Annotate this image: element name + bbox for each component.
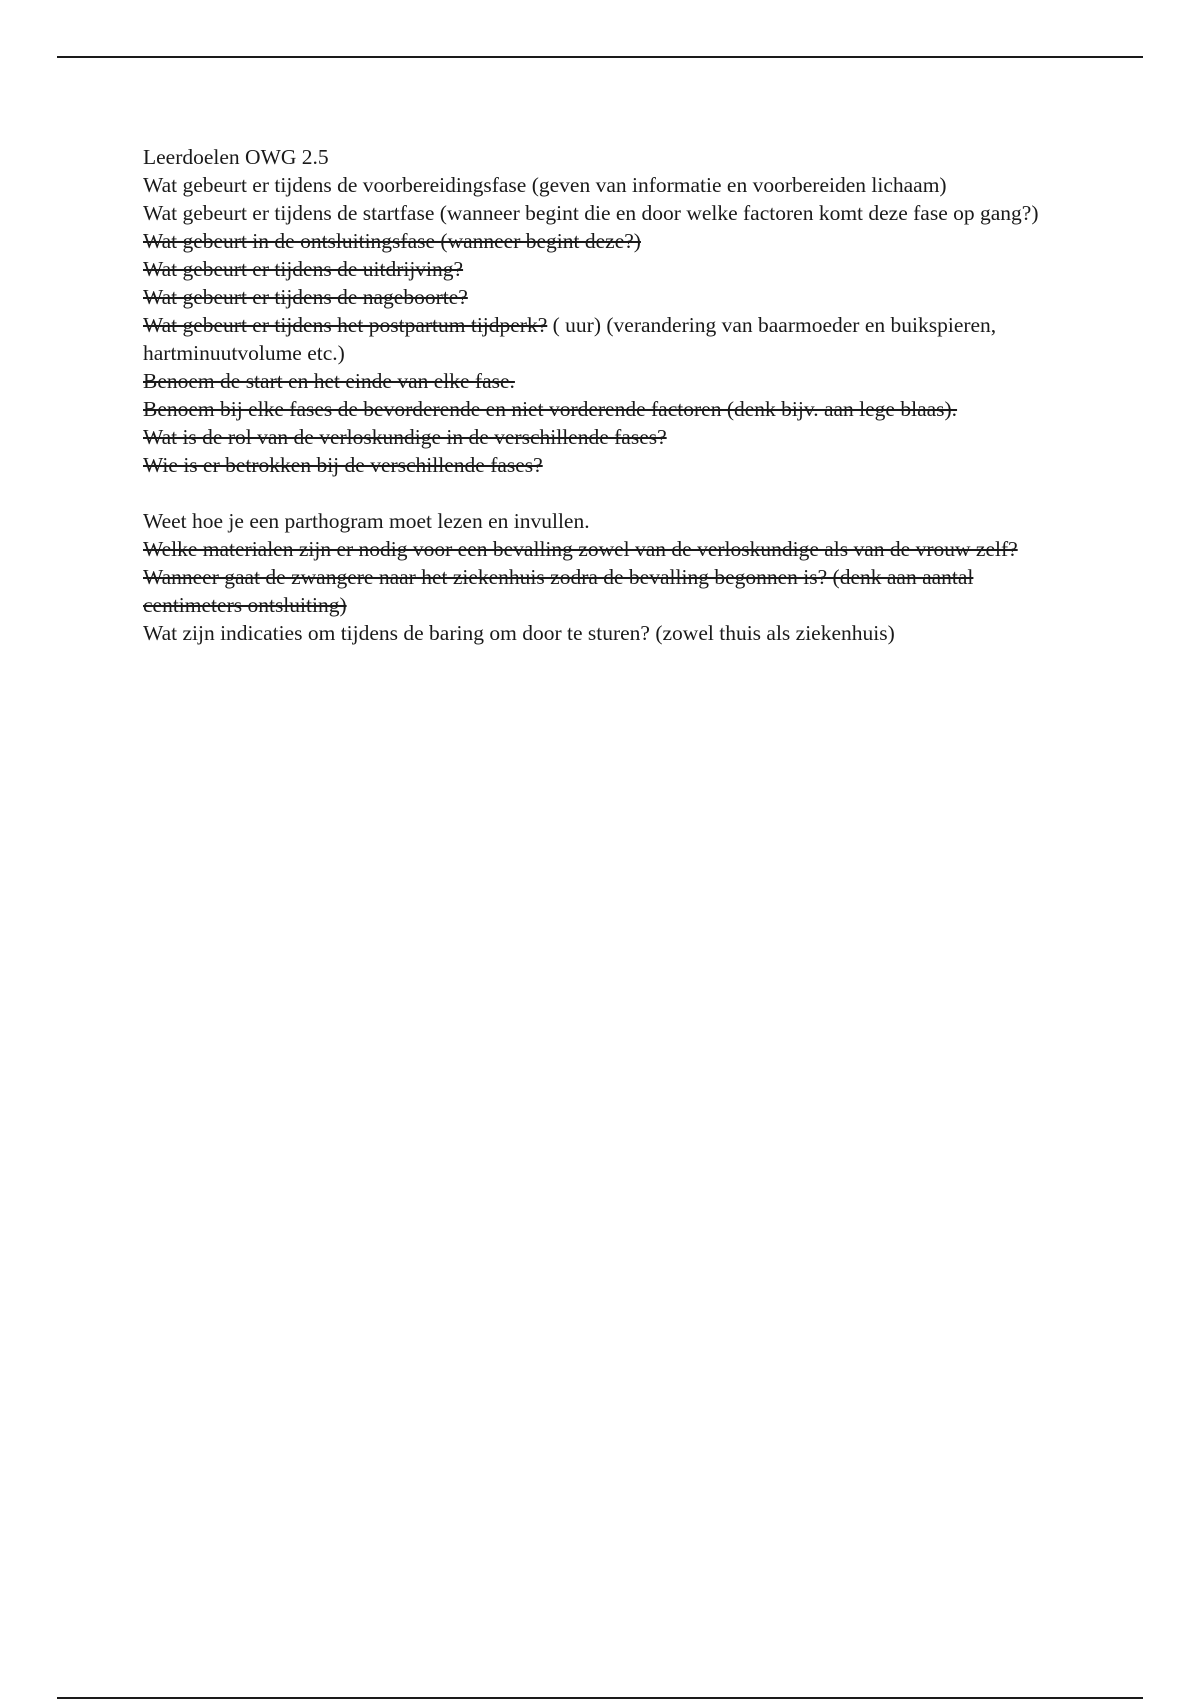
- objective-line-completed: Wie is er betrokken bij de verschillende fases?: [143, 453, 543, 477]
- blank-line: [143, 479, 1073, 507]
- objective-line: Wat zijn indicaties om tijdens de baring om door te sturen? (zowel thuis als ziekenhuis): [143, 621, 895, 645]
- objective-struck-part: Wat gebeurt er tijdens het postpartum tijdperk?: [143, 313, 548, 337]
- objective-line: Wat gebeurt er tijdens de startfase (wanneer begint die en door welke factoren komt deze fase op gang?): [143, 201, 1039, 225]
- page-top-rule: [57, 56, 1143, 58]
- document-body: [143, 143, 1073, 647]
- objective-line-completed: Benoem bij elke fases de bevorderende en niet vorderende factoren (denk bijv. aan lege blaas).: [143, 397, 958, 421]
- objective-line-partial: [143, 311, 1073, 367]
- objective-line-completed: Wat gebeurt er tijdens de nageboorte?: [143, 285, 468, 309]
- objective-line-completed: Wat gebeurt in de ontsluitingsfase (wanneer begint deze?): [143, 229, 641, 253]
- objective-remainder: ( uur) (verandering van baarmoeder en buikspieren, hartminuutvolume etc.): [143, 313, 997, 365]
- objective-line-completed: Welke materialen zijn er nodig voor een bevalling zowel van de verloskundige als van de vrouw zelf?: [143, 537, 1018, 561]
- objective-line: Weet hoe je een parthogram moet lezen en invullen.: [143, 509, 590, 533]
- document-title: Leerdoelen OWG 2.5: [143, 145, 329, 169]
- objective-line: Wat gebeurt er tijdens de voorbereidingsfase (geven van informatie en voorbereiden lichaam): [143, 173, 947, 197]
- objective-line-completed: Wat gebeurt er tijdens de uitdrijving?: [143, 257, 464, 281]
- objective-line-completed: Wat is de rol van de verloskundige in de verschillende fases?: [143, 425, 667, 449]
- objective-line-completed: Wanneer gaat de zwangere naar het ziekenhuis zodra de bevalling begonnen is? (denk aan aantal centimeters ontsluiting): [143, 565, 974, 617]
- objective-line-completed: Benoem de start en het einde van elke fase.: [143, 369, 515, 393]
- page-bottom-rule: [57, 1697, 1143, 1699]
